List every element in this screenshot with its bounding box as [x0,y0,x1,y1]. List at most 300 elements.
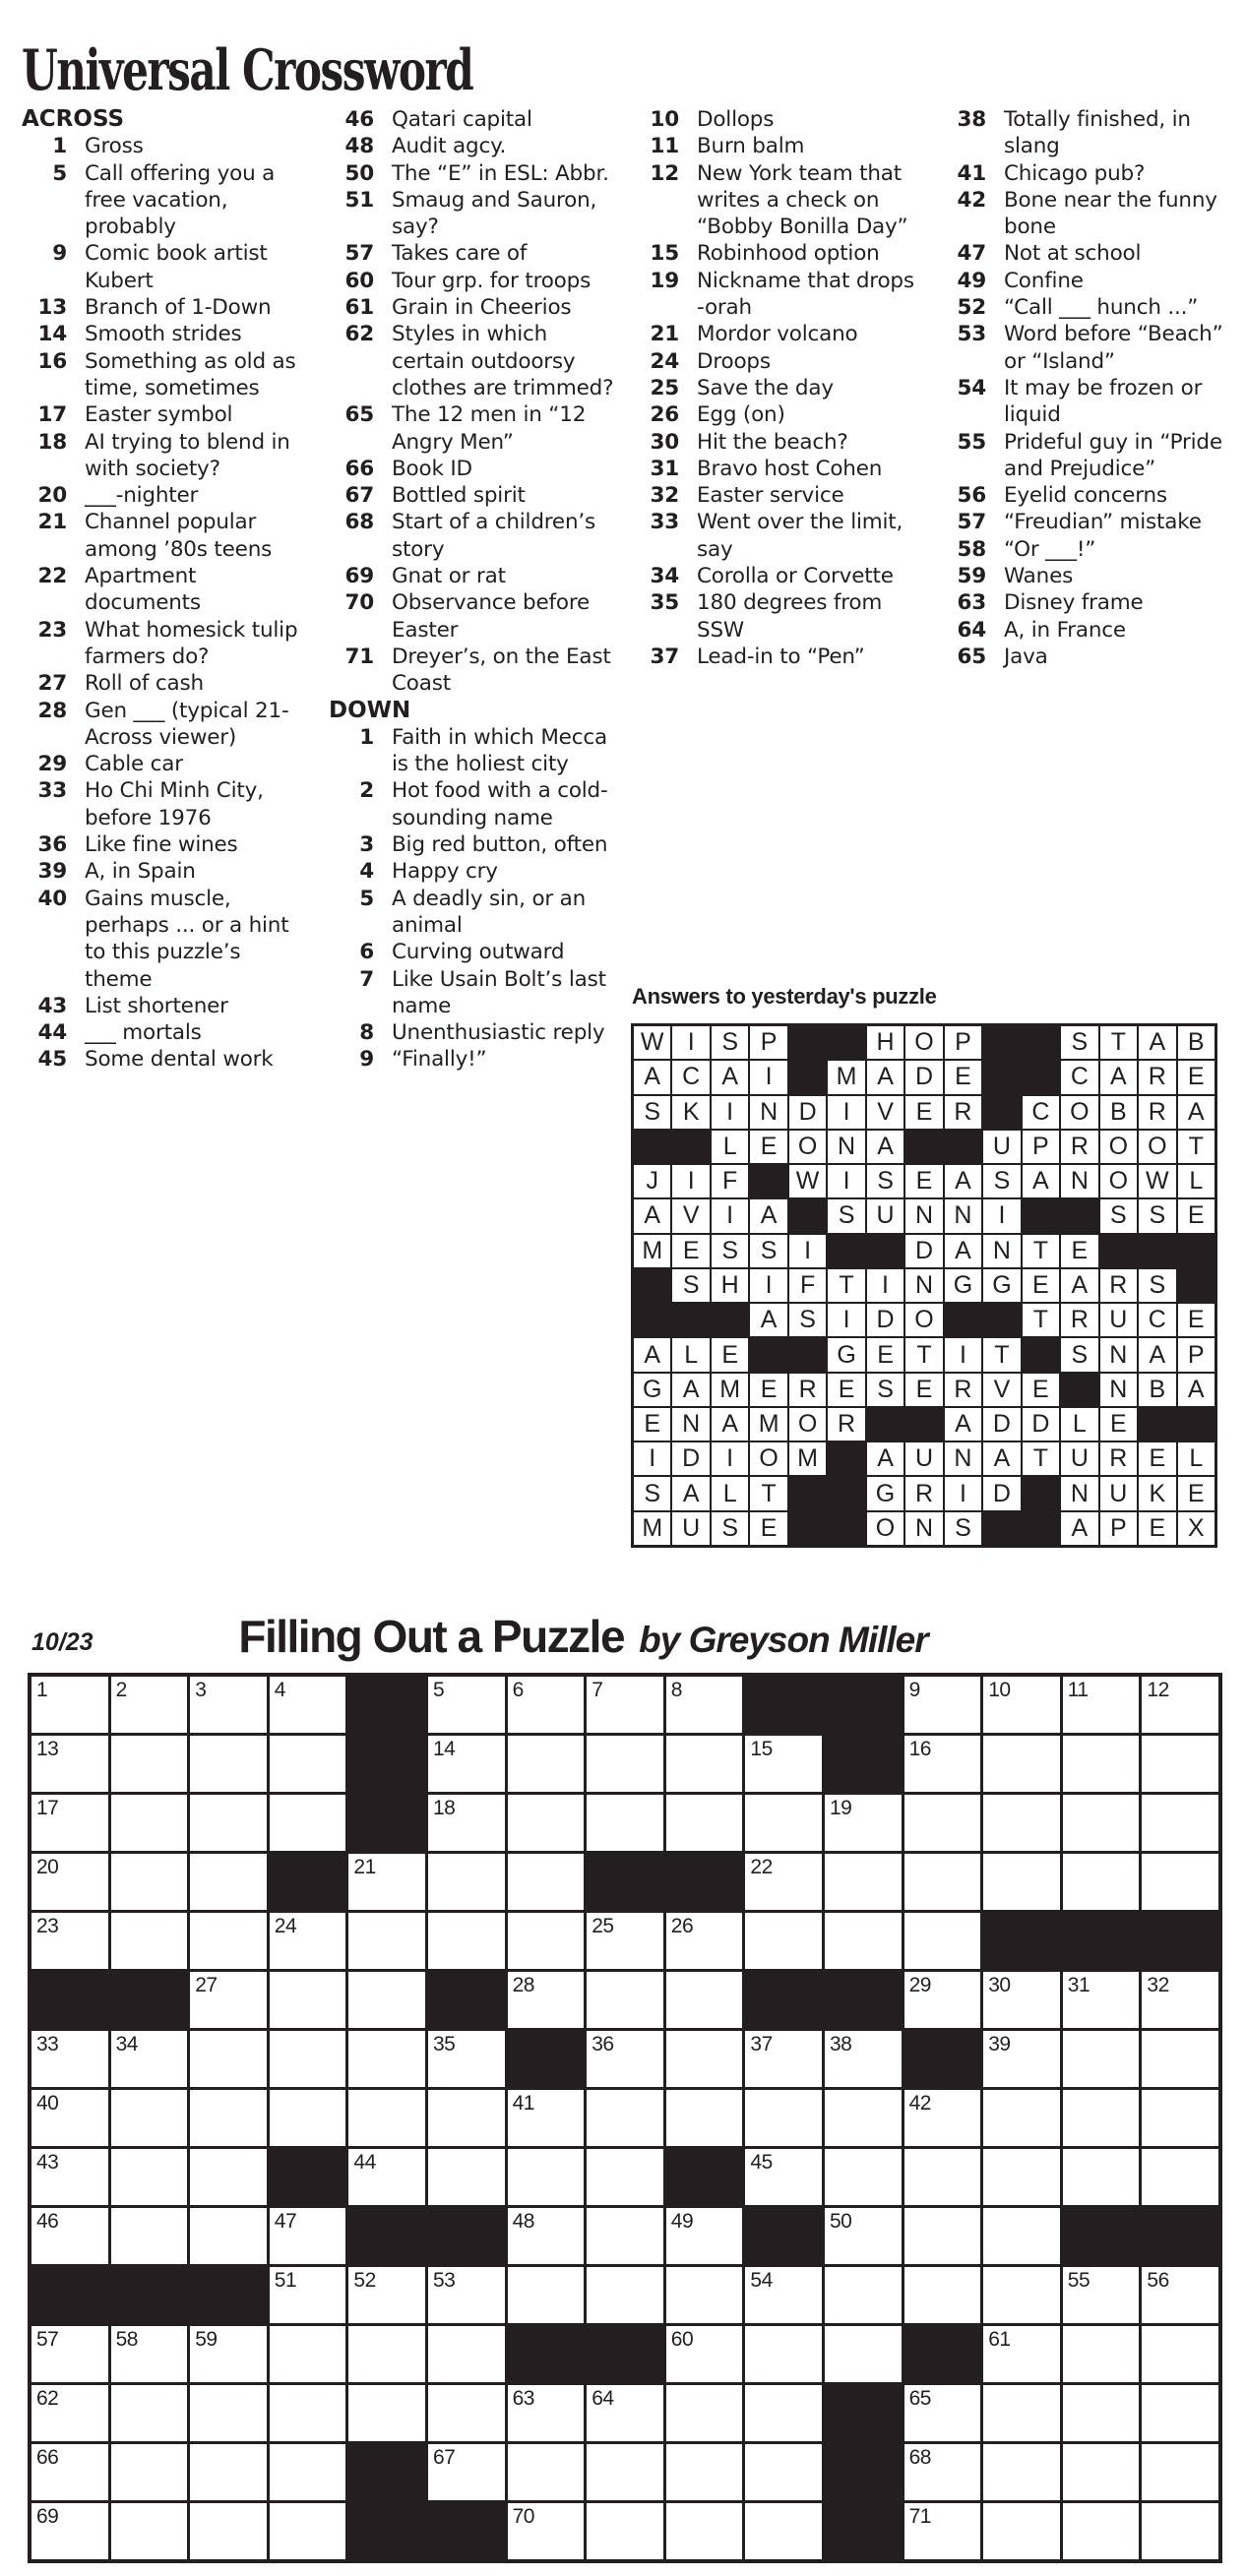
puzzle-cell[interactable] [904,2149,981,2205]
puzzle-cell[interactable] [508,1913,585,1969]
answer-cell: A [945,1235,981,1267]
puzzle-cell[interactable] [31,2149,108,2205]
puzzle-cell[interactable] [111,2090,188,2146]
puzzle-cell[interactable] [745,2385,822,2441]
puzzle-cell[interactable] [1142,2503,1218,2559]
puzzle-cell[interactable] [508,1972,585,2028]
puzzle-cell[interactable] [111,2326,188,2382]
answer-cell: T [1023,1304,1059,1336]
answer-cell: L [672,1338,709,1371]
puzzle-cell-black [983,1913,1060,1969]
puzzle-cell[interactable] [587,1795,663,1851]
puzzle-cell[interactable] [666,2444,743,2500]
answer-cell: T [983,1338,1020,1371]
puzzle-cell[interactable] [111,2385,188,2441]
answer-cell: A [867,1061,903,1093]
puzzle-cell[interactable] [904,1972,981,2028]
clue [941,589,1232,616]
puzzle-cell[interactable] [904,2503,981,2559]
puzzle-cell[interactable] [270,2444,346,2500]
cell-number: 9 [908,1679,920,1701]
puzzle-cell[interactable] [190,2326,267,2382]
clue-number: 26 [650,402,679,428]
puzzle-cell[interactable] [1063,2444,1140,2500]
puzzle-cell[interactable] [1063,2503,1140,2559]
puzzle-cell[interactable] [983,1972,1060,2028]
puzzle-cell-black [428,2503,505,2559]
puzzle-cell[interactable] [31,2208,108,2264]
puzzle-cell[interactable] [428,2267,505,2323]
puzzle-cell[interactable] [190,1972,267,2028]
clue-number: 34 [650,564,679,589]
clue [941,106,1232,160]
puzzle-cell[interactable] [428,1795,505,1851]
puzzle-cell[interactable] [111,1913,188,1969]
answer-cell: A [750,1199,786,1232]
puzzle-cell[interactable] [825,2031,902,2087]
answer-cell: O [750,1442,786,1475]
puzzle-cell[interactable] [190,2444,267,2500]
clue-number: 70 [344,590,374,616]
puzzle-cell[interactable] [1142,2267,1218,2323]
puzzle-cell[interactable] [270,2031,346,2087]
puzzle-cell[interactable] [1142,1972,1218,2028]
puzzle-cell[interactable] [904,2385,981,2441]
puzzle-cell[interactable] [270,2090,346,2146]
clue-text: Confine [1004,268,1084,293]
puzzle-cell[interactable] [190,2385,267,2441]
puzzle-cell[interactable] [428,2444,505,2500]
puzzle-cell[interactable] [1142,1736,1218,1792]
puzzle-cell[interactable] [508,2208,585,2264]
clue [22,886,313,993]
puzzle-cell[interactable] [190,1795,267,1851]
puzzle-cell[interactable] [31,2503,108,2559]
clue [941,617,1232,644]
puzzle-cell[interactable] [348,2031,425,2087]
puzzle-cell[interactable] [745,2149,822,2205]
puzzle-cell[interactable] [745,2503,822,2559]
answer-cell: E [1178,1199,1215,1232]
clue-text: Ho Chi Minh City, before 1976 [85,778,264,830]
puzzle-cell[interactable] [1063,2267,1140,2323]
puzzle-cell[interactable] [1063,1736,1140,1792]
puzzle-cell[interactable] [111,1677,188,1733]
answer-cell: O [789,1131,826,1163]
puzzle-cell[interactable] [348,2267,425,2323]
puzzle-cell[interactable] [428,1677,505,1733]
clue-number: 1 [52,134,67,159]
puzzle-cell[interactable] [31,1795,108,1851]
answer-cell-black [1023,1061,1059,1093]
answer-cell: N [672,1408,709,1441]
puzzle-cell-black [745,1677,822,1733]
puzzle-cell[interactable] [1142,2149,1218,2205]
puzzle-cell[interactable] [1063,1795,1140,1851]
puzzle-cell[interactable] [270,1795,346,1851]
puzzle-cell[interactable] [1142,2031,1218,2087]
answer-cell: S [1139,1199,1175,1232]
puzzle-cell[interactable] [983,1854,1060,1910]
puzzle-cell[interactable] [825,1854,902,1910]
puzzle-cell[interactable] [983,2385,1060,2441]
puzzle-cell[interactable] [983,2326,1060,2382]
puzzle-cell[interactable] [31,1736,108,1792]
puzzle-cell[interactable] [428,2326,505,2382]
puzzle-cell[interactable] [348,2090,425,2146]
puzzle-cell[interactable] [983,2267,1060,2323]
answer-cell: R [1139,1061,1175,1093]
clue-text: Smaug and Sauron, say? [392,187,597,240]
puzzle-cell[interactable] [1063,1677,1140,1733]
clue-text: Easter service [697,483,844,509]
puzzle-cell[interactable] [904,2267,981,2323]
cell-number: 2 [115,1679,127,1701]
puzzle-cell[interactable] [904,2090,981,2146]
clue [634,429,925,456]
puzzle-cell[interactable] [190,1854,267,1910]
answer-cell: G [945,1269,981,1302]
puzzle-cell[interactable] [1142,2444,1218,2500]
puzzle-cell[interactable] [904,1795,981,1851]
puzzle-cell[interactable] [1142,1677,1218,1733]
puzzle-cell[interactable] [31,1677,108,1733]
puzzle-cell[interactable] [428,2031,505,2087]
puzzle-cell[interactable] [348,2326,425,2382]
answer-cell: P [1178,1338,1215,1371]
puzzle-cell[interactable] [587,2031,663,2087]
puzzle-cell[interactable] [190,2090,267,2146]
puzzle-cell[interactable] [190,1677,267,1733]
clue [941,644,1232,670]
clue [634,482,925,509]
puzzle-cell[interactable] [190,2208,267,2264]
puzzle-cell[interactable] [983,2090,1060,2146]
puzzle-cell[interactable] [508,2385,585,2441]
answer-cell: A [983,1442,1020,1475]
puzzle-cell[interactable] [587,2090,663,2146]
answer-cell: E [1100,1408,1137,1441]
answer-cell: M [750,1408,786,1441]
cell-number: 70 [512,2505,534,2528]
puzzle-cell[interactable] [428,1736,505,1792]
clue-text: Eyelid concerns [1004,483,1167,509]
clue-number: 50 [344,160,374,186]
puzzle-cell[interactable] [745,2326,822,2382]
puzzle-cell[interactable] [428,2149,505,2205]
puzzle-cell[interactable] [666,2031,743,2087]
puzzle-cell[interactable] [111,1736,188,1792]
puzzle-cell[interactable] [31,2444,108,2500]
answer-cell: E [634,1408,670,1441]
puzzle-cell[interactable] [587,2149,663,2205]
puzzle-cell[interactable] [1142,1854,1218,1910]
puzzle-cell[interactable] [1063,2385,1140,2441]
puzzle-cell[interactable] [428,2090,505,2146]
puzzle-cell[interactable] [428,2385,505,2441]
puzzle-cell[interactable] [666,1795,743,1851]
puzzle-cell[interactable] [348,1854,425,1910]
answer-cell-black [634,1304,670,1336]
answer-cell: G [634,1374,670,1406]
answer-cell: I [945,1338,981,1371]
puzzle-cell[interactable] [31,2385,108,2441]
cell-number: 39 [988,2033,1011,2055]
answer-cell: N [1061,1165,1097,1197]
clue-text: Book ID [392,456,472,481]
puzzle-cell[interactable] [348,2385,425,2441]
answer-cell: U [672,1512,709,1545]
puzzle-cell[interactable] [587,2208,663,2264]
puzzle-grid [28,1673,1222,2563]
puzzle-cell[interactable] [983,1795,1060,1851]
puzzle-cell[interactable] [111,1795,188,1851]
puzzle-cell[interactable] [428,1913,505,1969]
clue-number: 4 [359,859,374,885]
puzzle-cell-black [348,2444,425,2500]
puzzle-cell-black [348,1736,425,1792]
puzzle-cell[interactable] [508,2090,585,2146]
puzzle-cell[interactable] [983,2208,1060,2264]
clue-number: 11 [650,134,679,159]
answer-cell-black [672,1304,709,1336]
puzzle-cell[interactable] [904,1913,981,1969]
answer-cell: N [945,1199,981,1232]
clue [634,160,925,241]
puzzle-cell[interactable] [587,1913,663,1969]
cell-number: 59 [195,2328,218,2351]
puzzle-cell[interactable] [825,2326,902,2382]
answer-cell: O [1100,1131,1137,1163]
answer-cell: I [945,1477,981,1509]
puzzle-cell[interactable] [111,2149,188,2205]
puzzle-cell[interactable] [666,2090,743,2146]
puzzle-cell[interactable] [111,2208,188,2264]
puzzle-cell[interactable] [508,2149,585,2205]
puzzle-cell[interactable] [745,2444,822,2500]
puzzle-cell[interactable] [508,2267,585,2323]
clue-number: 60 [344,268,374,293]
clue-text: A, in Spain [85,859,196,885]
clue-number: 62 [344,322,374,347]
puzzle-cell[interactable] [666,2385,743,2441]
puzzle-cell[interactable] [1142,1795,1218,1851]
puzzle-cell[interactable] [825,2208,902,2264]
puzzle-cell-black [587,1854,663,1910]
answer-cell-black [750,1165,786,1197]
clue-number: 27 [37,671,67,697]
puzzle-cell[interactable] [666,2326,743,2382]
answer-cell: P [1023,1131,1059,1163]
puzzle-cell[interactable] [111,2031,188,2087]
puzzle-cell[interactable] [745,1736,822,1792]
puzzle-cell[interactable] [666,2267,743,2323]
puzzle-cell[interactable] [31,2326,108,2382]
clue-text: Audit agcy. [392,134,507,159]
puzzle-cell[interactable] [587,1677,663,1733]
puzzle-cell[interactable] [270,1913,346,1969]
clue-text: The “E” in ESL: Abbr. [392,160,609,186]
answer-cell: M [828,1061,864,1093]
answer-cell: E [672,1235,709,1267]
answer-cell: N [983,1235,1020,1267]
puzzle-cell[interactable] [270,1736,346,1792]
puzzle-cell[interactable] [508,2503,585,2559]
cell-number: 41 [512,2092,534,2115]
puzzle-cell[interactable] [587,1972,663,2028]
clue [941,375,1232,429]
puzzle-cell[interactable] [1142,2385,1218,2441]
puzzle-cell[interactable] [666,2503,743,2559]
puzzle-cell[interactable] [983,1736,1060,1792]
puzzle-cell[interactable] [1142,2090,1218,2146]
puzzle-cell[interactable] [270,2385,346,2441]
puzzle-cell[interactable] [825,1913,902,1969]
clue-text: Bone near the funny bone [1004,187,1217,240]
puzzle-cell[interactable] [904,1854,981,1910]
puzzle-cell[interactable] [428,1854,505,1910]
puzzle-cell[interactable] [270,2326,346,2382]
clue [329,401,620,456]
cell-number: 43 [36,2151,59,2174]
puzzle-cell[interactable] [666,1736,743,1792]
puzzle-cell[interactable] [1063,1854,1140,1910]
puzzle-cell-black [270,1854,346,1910]
puzzle-cell[interactable] [1063,2090,1140,2146]
answer-cell: A [750,1304,786,1336]
answer-cell: H [867,1026,903,1059]
puzzle-cell[interactable] [587,2444,663,2500]
clue-number: 42 [957,187,986,213]
clue-number: 69 [344,564,374,589]
puzzle-cell[interactable] [666,1913,743,1969]
answer-cell-black [1100,1235,1137,1267]
puzzle-cell[interactable] [348,1913,425,1969]
puzzle-cell[interactable] [270,2267,346,2323]
puzzle-cell[interactable] [270,2208,346,2264]
puzzle-cell[interactable] [745,1795,822,1851]
clue-text: Prideful guy in “Pride and Prejudice” [1004,429,1222,481]
puzzle-cell[interactable] [745,2267,822,2323]
cell-number: 56 [1147,2269,1169,2292]
puzzle-cell[interactable] [508,1736,585,1792]
puzzle-cell[interactable] [1063,1972,1140,2028]
puzzle-cell[interactable] [745,1913,822,1969]
puzzle-cell[interactable] [587,2267,663,2323]
puzzle-cell[interactable] [745,1854,822,1910]
puzzle-cell[interactable] [190,2031,267,2087]
puzzle-cell[interactable] [1063,2031,1140,2087]
puzzle-cell[interactable] [31,2090,108,2146]
answer-cell: A [672,1374,709,1406]
puzzle-cell[interactable] [983,2444,1060,2500]
puzzle-cell[interactable] [31,2031,108,2087]
puzzle-cell[interactable] [1063,2149,1140,2205]
puzzle-cell[interactable] [904,2444,981,2500]
puzzle-cell[interactable] [666,1972,743,2028]
puzzle-cell[interactable] [983,2031,1060,2087]
puzzle-cell[interactable] [270,1972,346,2028]
puzzle-cell[interactable] [825,2090,902,2146]
answer-cell: D [1023,1408,1059,1441]
puzzle-cell[interactable] [190,2503,267,2559]
puzzle-cell[interactable] [904,2208,981,2264]
puzzle-cell[interactable] [111,2444,188,2500]
clue-text: Gains muscle, perhaps ... or a hint to this puzzle’s theme [85,886,289,992]
answer-cell: U [1100,1477,1137,1509]
puzzle-cell-black [1142,1913,1218,1969]
puzzle-cell-black [587,2326,663,2382]
clue-number: 68 [344,510,374,535]
clue-number: 44 [37,1020,67,1046]
answer-cell-black [1061,1374,1097,1406]
puzzle-cell[interactable] [508,1677,585,1733]
answer-cell-black [1178,1235,1215,1267]
puzzle-cell[interactable] [983,1677,1060,1733]
puzzle-cell[interactable] [587,2385,663,2441]
answer-cell: S [712,1235,748,1267]
puzzle-cell[interactable] [587,2503,663,2559]
puzzle-cell[interactable] [31,1913,108,1969]
clue-text: Happy cry [392,859,498,885]
puzzle-cell[interactable] [1063,2326,1140,2382]
clue-number: 45 [37,1047,67,1073]
clue-number: 8 [359,1020,374,1046]
puzzle-cell[interactable] [1142,2326,1218,2382]
puzzle-cell[interactable] [825,1795,902,1851]
answer-cell: S [634,1477,670,1509]
puzzle-cell[interactable] [508,1795,585,1851]
puzzle-cell[interactable] [666,1677,743,1733]
puzzle-cell[interactable] [508,1854,585,1910]
puzzle-cell[interactable] [111,1854,188,1910]
puzzle-cell[interactable] [270,2503,346,2559]
puzzle-cell[interactable] [666,2208,743,2264]
puzzle-cell[interactable] [745,2031,822,2087]
puzzle-cell[interactable] [825,2149,902,2205]
puzzle-cell[interactable] [587,1736,663,1792]
puzzle-cell-black [1142,2208,1218,2264]
clue [941,294,1232,321]
puzzle-cell[interactable] [348,1972,425,2028]
answer-cell: A [1061,1269,1097,1302]
clue-number: 25 [650,375,679,400]
puzzle-cell[interactable] [190,2149,267,2205]
answer-cell: A [1139,1026,1175,1059]
puzzle-cell[interactable] [745,2090,822,2146]
puzzle-cell[interactable] [31,1854,108,1910]
answer-cell: I [712,1442,748,1475]
clue [634,375,925,401]
clue [634,644,925,670]
clue-text: Roll of cash [85,671,204,697]
puzzle-cell[interactable] [190,1913,267,1969]
puzzle-cell[interactable] [348,2149,425,2205]
puzzle-cell[interactable] [508,2444,585,2500]
puzzle-cell[interactable] [983,2149,1060,2205]
puzzle-cell[interactable] [825,2267,902,2323]
puzzle-cell[interactable] [270,1677,346,1733]
puzzle-cell[interactable] [190,1736,267,1792]
clue [22,1046,313,1073]
puzzle-cell[interactable] [904,1736,981,1792]
answer-cell: G [867,1477,903,1509]
answer-cell-black [789,1512,826,1545]
answer-cell: A [1100,1061,1137,1093]
puzzle-cell[interactable] [111,2503,188,2559]
puzzle-cell[interactable] [983,2503,1060,2559]
puzzle-cell[interactable] [904,1677,981,1733]
